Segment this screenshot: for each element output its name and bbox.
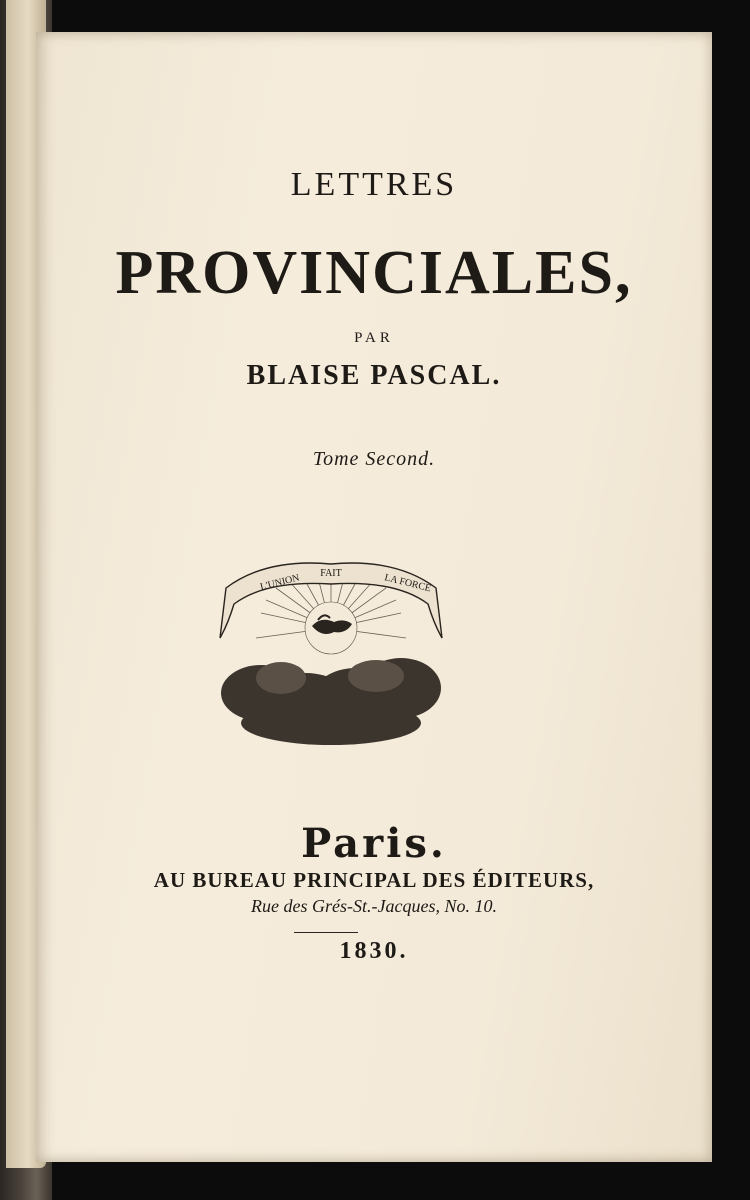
title-line-2: PROVINCIALES, [115,239,633,307]
by-label: PAR [354,330,394,346]
title-line-1: LETTRES [290,166,458,203]
title-page [36,32,712,1162]
cloud-bank [221,658,441,745]
printer-vignette-emblem [206,528,456,748]
volume-label: Tome Second. [312,448,436,470]
publisher-address: Rue des Grés-St.-Jacques, No. 10. [251,896,497,916]
publisher-line: AU BUREAU PRINCIPAL DES ÉDITEURS, [153,868,595,892]
motto-word-3: LA FORCE [383,572,433,595]
motto-word-2: FAIT [320,568,342,579]
imprint-city: Paris. [301,820,447,867]
divider-rule [294,932,358,933]
author-name: BLAISE PASCAL. [246,360,502,391]
motto-word-1: L'UNION [259,572,301,593]
publication-year: 1830. [339,938,409,964]
